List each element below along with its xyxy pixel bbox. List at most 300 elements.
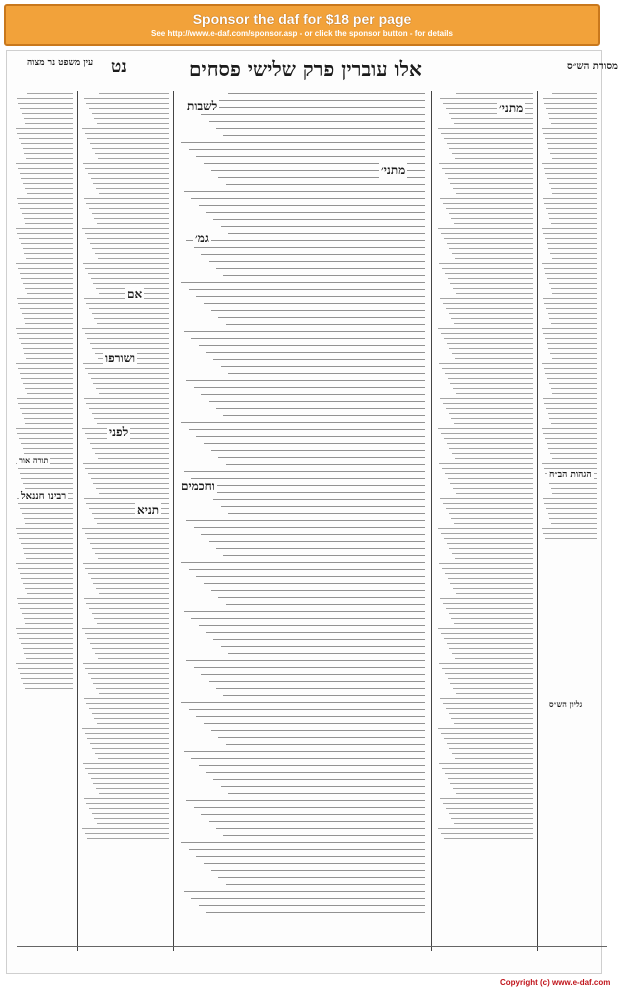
text-lines <box>179 93 425 913</box>
text-line <box>17 298 73 299</box>
text-line <box>228 653 425 654</box>
text-line <box>543 498 597 499</box>
text-line <box>440 98 533 99</box>
text-line <box>543 233 597 234</box>
text-line <box>223 555 425 556</box>
text-line <box>17 98 73 99</box>
text-line <box>552 458 597 459</box>
text-line <box>206 772 425 773</box>
text-line <box>442 168 533 169</box>
text-line <box>450 383 533 384</box>
text-line <box>454 623 533 624</box>
text-line <box>549 483 597 484</box>
text-line <box>447 543 533 544</box>
page-title: אלו עוברין פרק שלישי פסחים <box>189 57 422 81</box>
text-line <box>21 178 73 179</box>
text-line <box>181 842 425 843</box>
text-line <box>552 158 597 159</box>
text-line <box>99 393 169 394</box>
text-line <box>96 388 169 389</box>
text-line <box>542 263 597 264</box>
text-line <box>446 408 533 409</box>
text-line <box>543 133 597 134</box>
text-line <box>93 183 169 184</box>
text-line <box>184 471 425 472</box>
text-line <box>548 348 597 349</box>
text-line <box>24 118 73 119</box>
text-line <box>442 668 533 669</box>
text-line <box>546 508 597 509</box>
text-line <box>551 388 597 389</box>
text-line <box>455 658 533 659</box>
text-line <box>25 688 73 689</box>
text-line <box>544 503 597 504</box>
text-line <box>449 813 533 814</box>
text-line <box>551 188 597 189</box>
text-line <box>449 513 533 514</box>
text-line <box>448 178 533 179</box>
text-line <box>456 393 533 394</box>
text-line <box>455 558 533 559</box>
text-line <box>449 748 533 749</box>
text-line <box>87 638 169 639</box>
text-line <box>99 493 169 494</box>
text-line <box>451 418 533 419</box>
text-line <box>189 569 425 570</box>
text-line <box>442 368 533 369</box>
text-line <box>94 418 169 419</box>
text-line <box>85 833 169 834</box>
tosafos-am-label: אם <box>127 287 143 301</box>
text-line <box>86 103 169 104</box>
text-line <box>545 538 597 539</box>
text-line <box>85 733 169 734</box>
text-line <box>82 828 169 829</box>
text-line <box>447 143 533 144</box>
text-line <box>85 368 169 369</box>
text-line <box>452 753 533 754</box>
text-line <box>446 808 533 809</box>
tanya-label: תניא <box>137 503 160 517</box>
text-line <box>25 388 73 389</box>
text-line <box>545 238 597 239</box>
text-line <box>445 773 533 774</box>
text-line <box>88 773 169 774</box>
text-line <box>456 493 533 494</box>
text-line <box>218 597 425 598</box>
text-line <box>446 708 533 709</box>
text-line <box>223 835 425 836</box>
text-line <box>97 423 169 424</box>
text-line <box>83 563 169 564</box>
text-line <box>439 163 533 164</box>
text-line <box>21 443 73 444</box>
text-line <box>16 163 73 164</box>
text-line <box>17 133 73 134</box>
text-line <box>186 380 425 381</box>
text-line <box>17 233 73 234</box>
text-line <box>213 639 425 640</box>
text-line <box>448 678 533 679</box>
text-line <box>94 518 169 519</box>
text-line <box>181 282 425 283</box>
text-line <box>546 308 597 309</box>
text-line <box>545 438 597 439</box>
text-line <box>223 695 425 696</box>
text-line <box>19 538 73 539</box>
text-line <box>99 193 169 194</box>
text-line <box>213 499 425 500</box>
text-line <box>221 366 425 367</box>
text-line <box>18 503 73 504</box>
text-line <box>27 193 73 194</box>
text-line <box>441 533 533 534</box>
text-line <box>228 93 425 94</box>
text-line <box>84 698 169 699</box>
text-line <box>84 98 169 99</box>
text-line <box>88 673 169 674</box>
text-line <box>456 793 533 794</box>
text-line <box>209 681 425 682</box>
text-line <box>98 458 169 459</box>
text-line <box>546 208 597 209</box>
text-line <box>439 463 533 464</box>
text-line <box>94 818 169 819</box>
text-line <box>82 628 169 629</box>
text-line <box>450 583 533 584</box>
text-line <box>18 303 73 304</box>
text-line <box>438 828 533 829</box>
text-line <box>23 283 73 284</box>
text-line <box>86 703 169 704</box>
text-line <box>86 803 169 804</box>
rashi-mishna-label: מתני׳ <box>499 101 524 115</box>
text-line <box>223 275 425 276</box>
text-line <box>85 168 169 169</box>
text-line <box>16 663 73 664</box>
text-line <box>542 528 597 529</box>
text-line <box>191 618 425 619</box>
text-line <box>454 523 533 524</box>
text-line <box>96 188 169 189</box>
text-line <box>24 418 73 419</box>
text-line <box>16 228 73 229</box>
text-line <box>206 352 425 353</box>
text-line <box>97 523 169 524</box>
text-line <box>89 208 169 209</box>
sponsor-subtitle[interactable]: See http://www.e-daf.com/sponsor.asp - or click the sponsor button - for details <box>151 29 453 38</box>
text-line <box>95 253 169 254</box>
text-line <box>439 363 533 364</box>
text-line <box>85 633 169 634</box>
text-line <box>17 398 73 399</box>
text-line <box>226 324 425 325</box>
text-line <box>456 193 533 194</box>
text-line <box>201 674 425 675</box>
text-line <box>19 138 73 139</box>
text-line <box>16 328 73 329</box>
text-line <box>456 593 533 594</box>
text-line <box>85 268 169 269</box>
text-line <box>87 138 169 139</box>
copyright-link[interactable]: Copyright (c) www.e-daf.com <box>500 978 611 987</box>
text-line <box>18 103 73 104</box>
text-line <box>456 293 533 294</box>
text-line <box>191 898 425 899</box>
text-line <box>23 683 73 684</box>
text-line <box>85 133 169 134</box>
text-line <box>448 478 533 479</box>
text-line <box>548 213 597 214</box>
lishvos-label: לשבות <box>187 99 218 113</box>
text-line <box>99 93 169 94</box>
text-line <box>21 478 73 479</box>
text-line <box>441 733 533 734</box>
text-line <box>94 218 169 219</box>
text-line <box>181 142 425 143</box>
text-line <box>438 328 533 329</box>
text-line <box>25 523 73 524</box>
text-line <box>543 533 597 534</box>
text-line <box>211 310 425 311</box>
text-line <box>545 338 597 339</box>
text-line <box>91 478 169 479</box>
text-line <box>446 608 533 609</box>
text-line <box>88 273 169 274</box>
text-line <box>91 778 169 779</box>
text-line <box>82 528 169 529</box>
text-line <box>228 233 425 234</box>
text-line <box>455 158 533 159</box>
text-line <box>98 258 169 259</box>
text-line <box>93 283 169 284</box>
sponsor-title[interactable]: Sponsor the daf for $18 per page <box>192 11 412 27</box>
text-line <box>196 296 425 297</box>
text-line <box>27 293 73 294</box>
text-line <box>98 658 169 659</box>
text-line <box>181 702 425 703</box>
text-line <box>449 248 533 249</box>
text-line <box>455 458 533 459</box>
text-line <box>449 148 533 149</box>
text-line <box>228 793 425 794</box>
text-line <box>204 303 425 304</box>
text-line <box>25 188 73 189</box>
text-line <box>86 203 169 204</box>
text-line <box>82 228 169 229</box>
text-line <box>21 578 73 579</box>
text-line <box>87 238 169 239</box>
text-line <box>199 905 425 906</box>
text-line <box>213 219 425 220</box>
text-line <box>544 268 597 269</box>
text-line <box>25 123 73 124</box>
text-line <box>446 208 533 209</box>
text-line <box>216 408 425 409</box>
text-line <box>209 261 425 262</box>
text-line <box>451 218 533 219</box>
text-line <box>551 488 597 489</box>
torah-or-label: תורה אור <box>19 455 49 465</box>
text-line <box>20 408 73 409</box>
text-line <box>453 688 533 689</box>
text-line <box>90 743 169 744</box>
lifnei-label: לפני <box>109 425 129 439</box>
text-line <box>87 738 169 739</box>
text-line <box>542 228 597 229</box>
mishna-label: מתני׳ <box>381 163 406 177</box>
text-line <box>89 408 169 409</box>
text-line <box>89 308 169 309</box>
tosafos-column <box>81 93 169 943</box>
text-line <box>547 243 597 244</box>
text-line <box>549 183 597 184</box>
text-line <box>191 338 425 339</box>
text-line <box>85 468 169 469</box>
text-line <box>24 618 73 619</box>
text-line <box>452 353 533 354</box>
text-line <box>24 218 73 219</box>
text-line <box>442 468 533 469</box>
text-line <box>444 738 533 739</box>
text-line <box>19 638 73 639</box>
text-line <box>21 643 73 644</box>
text-line <box>196 576 425 577</box>
text-line <box>549 383 597 384</box>
text-line <box>199 765 425 766</box>
text-line <box>448 378 533 379</box>
text-line <box>443 203 533 204</box>
text-line <box>83 263 169 264</box>
text-line <box>194 527 425 528</box>
text-line <box>89 108 169 109</box>
text-line <box>547 343 597 344</box>
text-line <box>201 534 425 535</box>
text-line <box>90 643 169 644</box>
text-line <box>23 648 73 649</box>
text-line <box>450 483 533 484</box>
text-line <box>216 828 425 829</box>
text-line <box>96 788 169 789</box>
text-line <box>199 485 425 486</box>
text-line <box>444 438 533 439</box>
text-line <box>89 708 169 709</box>
text-line <box>543 298 597 299</box>
text-line <box>23 348 73 349</box>
text-line <box>548 448 597 449</box>
text-line <box>98 758 169 759</box>
rabeinu-chananel-label: רבינו חננאל <box>21 491 67 502</box>
text-line <box>93 583 169 584</box>
text-line <box>92 413 169 414</box>
text-line <box>92 548 169 549</box>
text-line <box>94 318 169 319</box>
text-line <box>209 541 425 542</box>
text-line <box>23 483 73 484</box>
text-line <box>549 218 597 219</box>
text-line <box>440 698 533 699</box>
text-line <box>449 213 533 214</box>
text-line <box>447 443 533 444</box>
text-line <box>93 483 169 484</box>
text-line <box>186 100 425 101</box>
text-line <box>216 688 425 689</box>
text-line <box>218 877 425 878</box>
text-line <box>440 298 533 299</box>
text-line <box>194 807 425 808</box>
text-line <box>544 303 597 304</box>
text-line <box>20 508 73 509</box>
text-line <box>542 128 597 129</box>
sponsor-banner[interactable] <box>4 4 600 46</box>
text-line <box>88 573 169 574</box>
text-lines <box>81 93 169 839</box>
text-line <box>18 368 73 369</box>
text-line <box>17 198 73 199</box>
text-line <box>16 563 73 564</box>
text-line <box>213 359 425 360</box>
text-line <box>446 508 533 509</box>
text-line <box>98 558 169 559</box>
text-line <box>196 436 425 437</box>
text-line <box>17 433 73 434</box>
text-line <box>97 823 169 824</box>
text-line <box>439 663 533 664</box>
text-line <box>22 113 73 114</box>
text-line <box>548 113 597 114</box>
text-line <box>550 453 597 454</box>
text-line <box>189 709 425 710</box>
text-line <box>221 506 425 507</box>
text-line <box>90 243 169 244</box>
text-line <box>92 348 169 349</box>
text-line <box>450 283 533 284</box>
text-line <box>18 268 73 269</box>
text-line <box>211 730 425 731</box>
text-line <box>452 653 533 654</box>
text-line <box>83 463 169 464</box>
text-line <box>21 678 73 679</box>
text-line <box>451 818 533 819</box>
text-line <box>221 786 425 787</box>
text-line <box>439 263 533 264</box>
text-line <box>17 533 73 534</box>
text-line <box>552 193 597 194</box>
text-line <box>450 783 533 784</box>
footer-rule <box>17 946 607 947</box>
text-line <box>19 438 73 439</box>
text-line <box>89 608 169 609</box>
text-line <box>218 737 425 738</box>
text-line <box>16 528 73 529</box>
text-line <box>551 523 597 524</box>
text-line <box>87 538 169 539</box>
column-divider <box>77 91 78 951</box>
text-line <box>83 663 169 664</box>
text-line <box>201 254 425 255</box>
text-line <box>552 93 597 94</box>
text-line <box>97 623 169 624</box>
text-line <box>20 208 73 209</box>
text-line <box>24 553 73 554</box>
text-line <box>550 353 597 354</box>
text-line <box>84 798 169 799</box>
text-line <box>206 212 425 213</box>
text-line <box>543 433 597 434</box>
text-line <box>24 453 73 454</box>
text-line <box>24 653 73 654</box>
text-line <box>542 163 597 164</box>
